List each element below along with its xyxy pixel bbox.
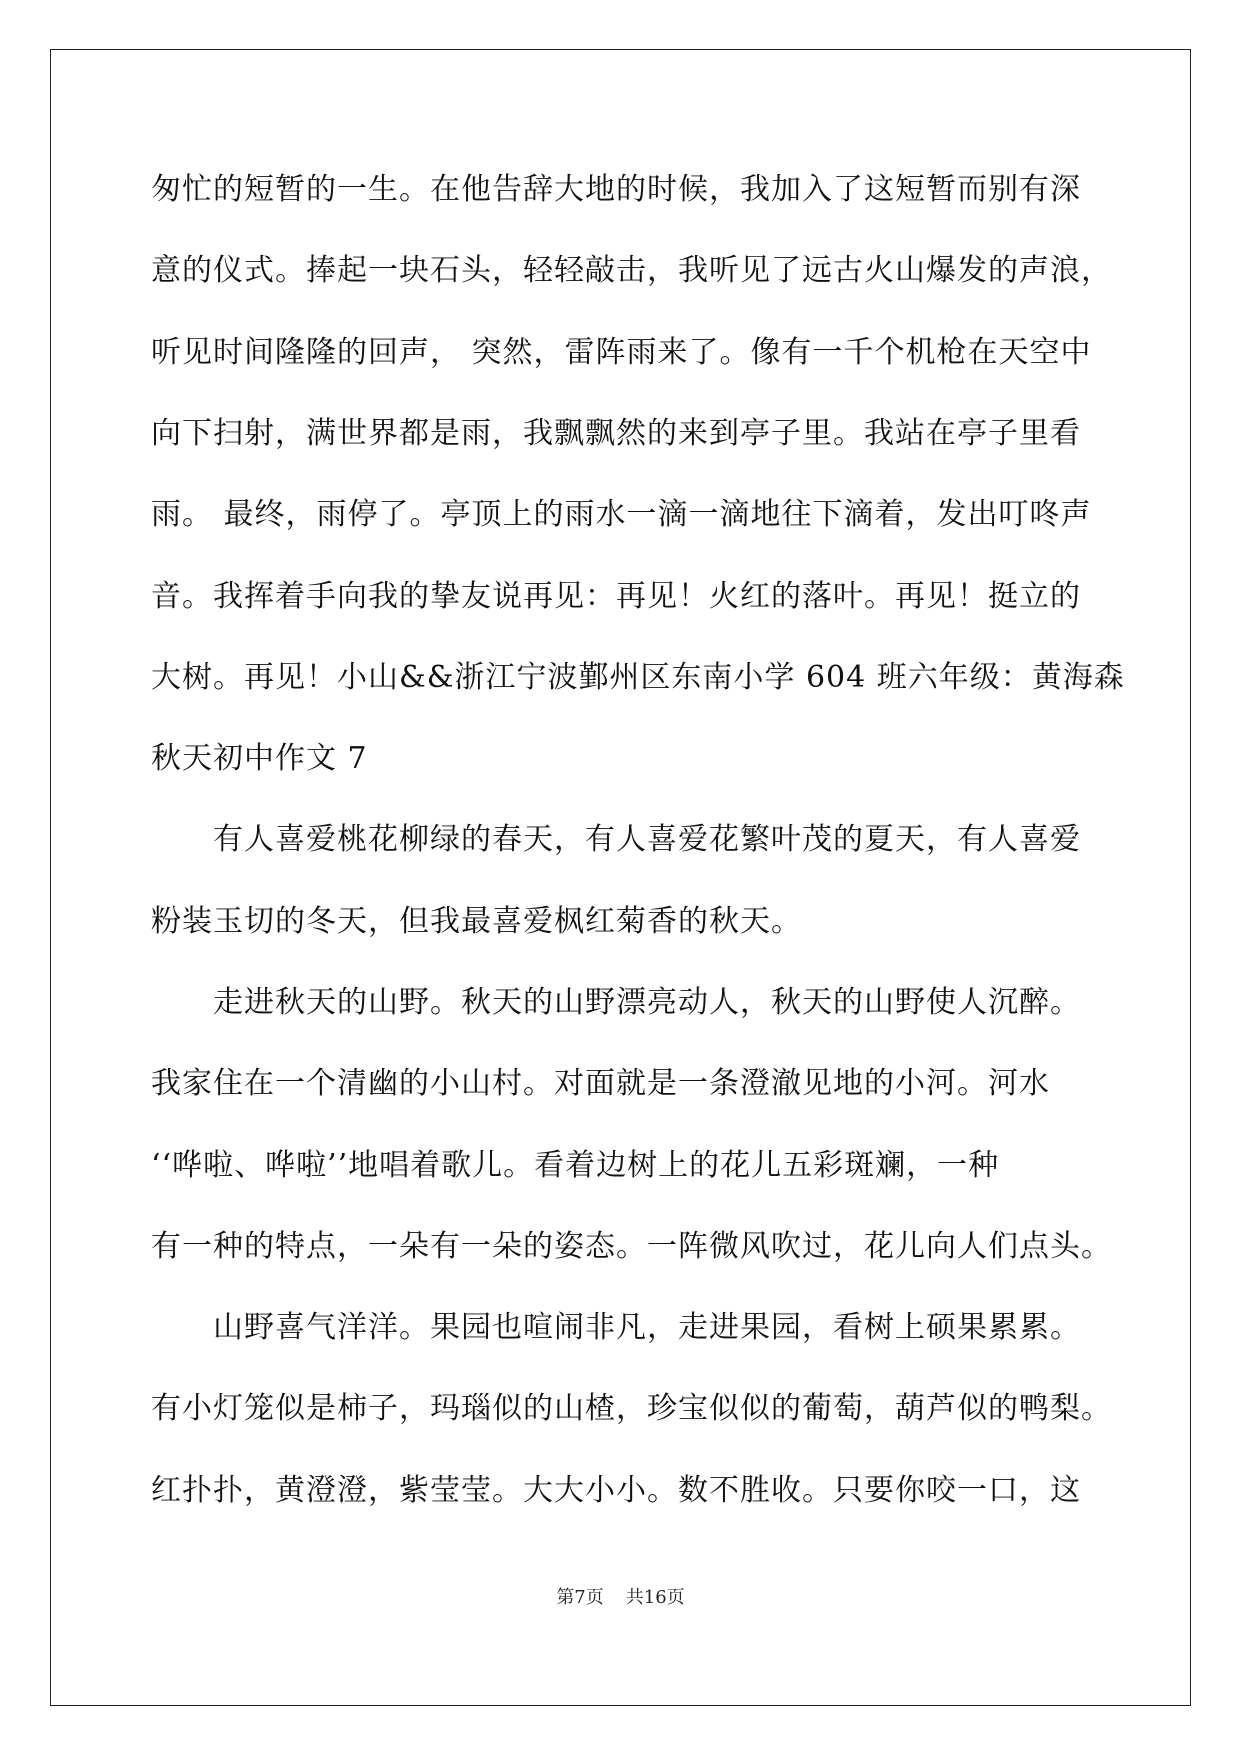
page-border xyxy=(50,49,1191,1706)
text-line-1: 匆忙的短暂的一生。在他告辞大地的时候，我加入了这短暂而别有深 xyxy=(151,172,1081,207)
text-line-6: 音。我挥着手向我的挚友说再见：再见！火红的落叶。再见！挺立的 xyxy=(151,579,1081,614)
text-line-15: 山野喜气洋洋。果园也喧闹非凡，走进果园，看树上硕果累累。 xyxy=(151,1310,1081,1345)
text-line-14: 有一种的特点，一朵有一朵的姿态。一阵微风吹过，花儿向人们点头。 xyxy=(151,1229,1112,1264)
page-total: 共16页 xyxy=(625,1587,685,1608)
text-line-17: 红扑扑，黄澄澄，紫莹莹。大大小小。数不胜收。只要你咬一口，这 xyxy=(151,1473,1081,1508)
text-line-3: 听见时间隆隆的回声， 突然，雷阵雨来了。像有一千个机枪在天空中 xyxy=(151,335,1092,370)
text-line-16: 有小灯笼似是柿子，玛瑙似的山楂，珍宝似似的葡萄，葫芦似的鸭梨。 xyxy=(151,1391,1112,1426)
page-footer xyxy=(0,1586,1241,1610)
text-line-5: 雨。 最终，雨停了。亭顶上的雨水一滴一滴地往下滴着，发出叮咚声 xyxy=(151,497,1092,532)
text-line-11: 走进秋天的山野。秋天的山野漂亮动人，秋天的山野使人沉醉。 xyxy=(151,985,1081,1020)
page-number: 第7页 xyxy=(556,1587,604,1608)
text-line-2: 意的仪式。捧起一块石头，轻轻敲击，我听见了远古火山爆发的声浪， xyxy=(151,253,1112,288)
text-line-7: 大树。再见！小山&&浙江宁波鄞州区东南小学 604 班六年级：黄海森 xyxy=(151,660,1125,695)
text-line-9: 有人喜爱桃花柳绿的春天，有人喜爱花繁叶茂的夏天，有人喜爱 xyxy=(151,822,1081,857)
section-heading: 秋天初中作文 7 xyxy=(151,741,368,776)
text-line-10: 粉装玉切的冬天，但我最喜爱枫红菊香的秋天。 xyxy=(151,904,802,939)
text-line-13: ‘‘哗啦、哗啦’’地唱着歌儿。看着边树上的花儿五彩斑斓，一种 xyxy=(151,1148,1000,1183)
text-line-4: 向下扫射，满世界都是雨，我飘飘然的来到亭子里。我站在亭子里看 xyxy=(151,416,1081,451)
text-line-12: 我家住在一个清幽的小山村。对面就是一条澄澈见地的小河。河水 xyxy=(151,1066,1050,1101)
